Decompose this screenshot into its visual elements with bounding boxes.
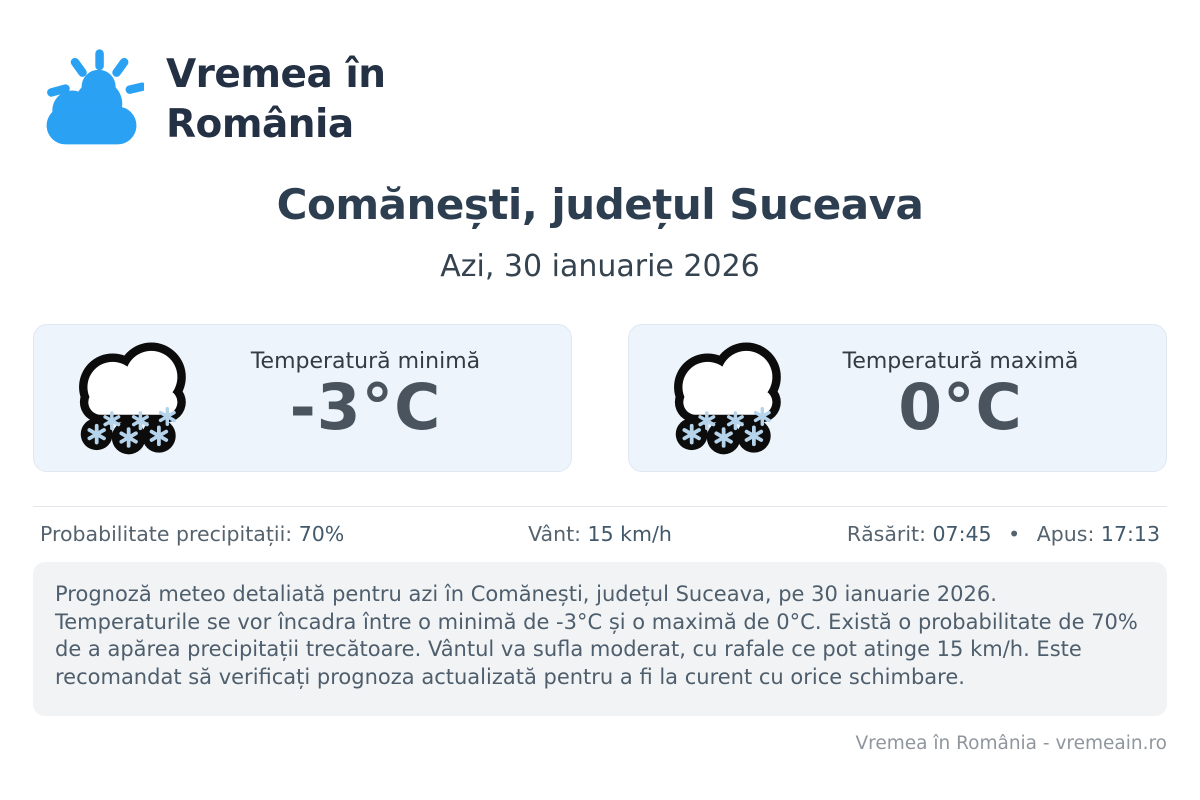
sunrise-label: Răsărit: xyxy=(846,522,926,546)
snow-cloud-icon xyxy=(68,340,196,456)
site-logo-text: Vremea în România xyxy=(166,52,386,147)
temperature-cards xyxy=(33,324,1167,472)
sun-times-info xyxy=(787,522,1160,546)
weather-info-bar xyxy=(33,506,1167,560)
snow-cloud-icon xyxy=(663,340,791,456)
temp-max-value: 0°C xyxy=(898,371,1023,445)
temp-min-value: -3°C xyxy=(289,371,442,445)
sunrise-value: 07:45 xyxy=(932,522,992,546)
sun-cloud-icon xyxy=(40,48,144,152)
precipitation-value: 70% xyxy=(298,522,345,546)
forecast-description: Prognoză meteo detaliată pentru azi în Comănești, județul Suceava, pe 30 ianuarie 2026. Temperaturile se vor încadra între o minimă de -3°C și o maximă de 0°C. Există o probabilitate de 70% de a apărea precipitații trecătoare. Vântul va sufla moderat, cu rafale ce pot atinge 15 km/h. Este recomandat să verificați prognoza actualizată pentru a fi la curent cu orice schimbare. xyxy=(33,562,1167,716)
temp-min-card xyxy=(33,324,572,472)
site-logo[interactable] xyxy=(0,0,1200,152)
bullet-separator: • xyxy=(1008,522,1021,546)
sunset-value: 17:13 xyxy=(1100,522,1160,546)
sunset-label: Apus: xyxy=(1036,522,1095,546)
temp-min-label: Temperatură minimă xyxy=(250,349,481,375)
temp-max-label: Temperatură maximă xyxy=(842,349,1079,375)
wind-label: Vânt: xyxy=(528,522,582,546)
precipitation-label: Probabilitate precipitații: xyxy=(40,522,293,546)
precipitation-info xyxy=(40,522,413,546)
page-subtitle: Azi, 30 ianuarie 2026 xyxy=(440,249,760,284)
wind-value: 15 km/h xyxy=(587,522,672,546)
wind-info xyxy=(413,522,786,546)
page-title: Comănești, județul Suceava xyxy=(276,180,924,229)
footer-credit-link[interactable]: Vremea în România - vremeain.ro xyxy=(855,733,1167,754)
temp-max-card xyxy=(628,324,1167,472)
